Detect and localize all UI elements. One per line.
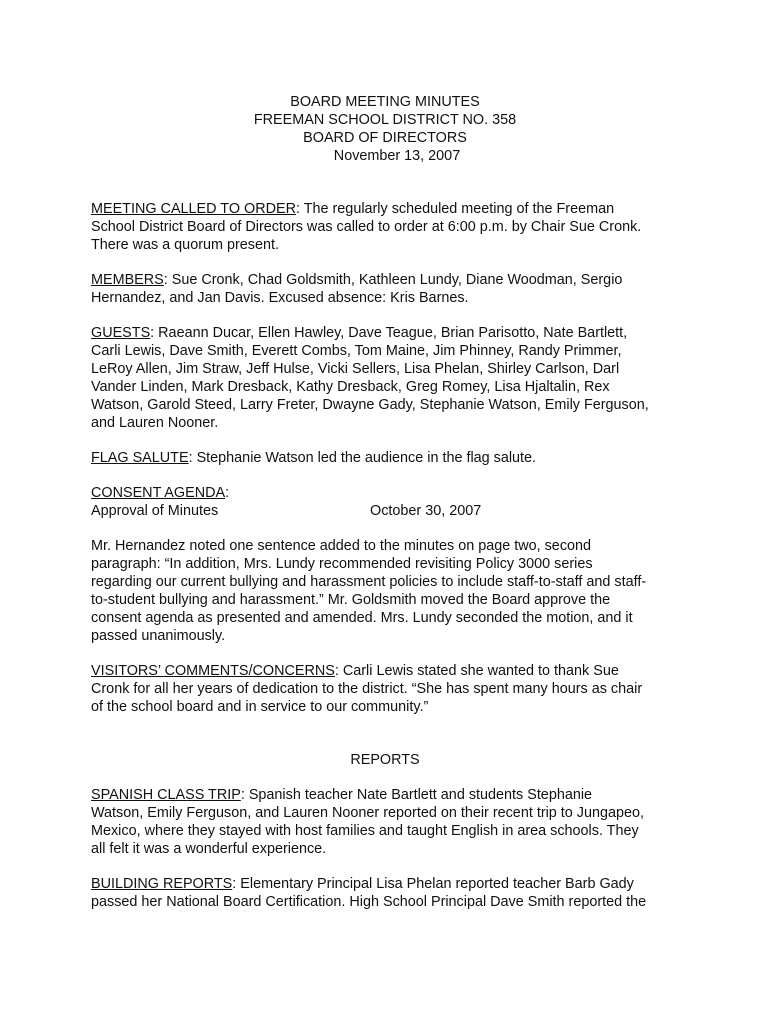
- section-text-line: School District Board of Directors was called to order at 6:00 p.m. by Chair Sue Cronk.: [91, 219, 642, 235]
- section-text-line: Carli Lewis, Dave Smith, Everett Combs, Tom Maine, Jim Phinney, Randy Primmer,: [91, 343, 622, 359]
- section-building-reports: [91, 875, 689, 911]
- section-flag-salute: [91, 449, 689, 467]
- section-heading: GUESTS: [91, 325, 151, 341]
- section-text-line: all felt it was a wonderful experience.: [91, 841, 327, 857]
- section-visitors-comments: [91, 662, 689, 716]
- section-text-line: Watson, Garold Steed, Larry Freter, Dwayne Gady, Stephanie Watson, Emily Ferguson,: [91, 397, 649, 413]
- section-text-line: : The regularly scheduled meeting of the Freeman: [295, 201, 615, 217]
- section-text-line: passed her National Board Certification. High School Principal Dave Smith reported the: [91, 894, 647, 910]
- section-text-line: Hernandez, and Jan Davis. Excused absence: Kris Barnes.: [91, 290, 469, 306]
- section-text-line: : Spanish teacher Nate Bartlett and students Stephanie: [240, 787, 593, 803]
- consent-agenda-item: [91, 502, 689, 520]
- document-body: [91, 200, 689, 928]
- header-board: BOARD OF DIRECTORS: [303, 130, 467, 146]
- section-heading-suffix: :: [225, 485, 230, 501]
- section-text-line: : Raeann Ducar, Ellen Hawley, Dave Teague, Brian Parisotto, Nate Bartlett,: [150, 325, 628, 341]
- section-text-line: Vander Linden, Mark Dresback, Kathy Dresback, Greg Romey, Lisa Hjaltalin, Rex: [91, 379, 610, 395]
- section-text-line: : Stephanie Watson led the audience in the flag salute.: [188, 450, 537, 466]
- section-text-line: : Sue Cronk, Chad Goldsmith, Kathleen Lundy, Diane Woodman, Sergio: [163, 272, 623, 288]
- section-text-line: : Carli Lewis stated she wanted to thank Sue: [334, 663, 619, 679]
- section-text-line: : Elementary Principal Lisa Phelan reported teacher Barb Gady: [232, 876, 634, 892]
- section-heading: MEETING CALLED TO ORDER: [91, 201, 296, 217]
- section-text-line: consent agenda as presented and amended. Mrs. Lundy seconded the motion, and it: [91, 610, 633, 626]
- reports-title: REPORTS: [350, 752, 420, 768]
- section-heading: CONSENT AGENDA: [91, 485, 226, 501]
- section-text-line: and Lauren Nooner.: [91, 415, 219, 431]
- section-consent-agenda: [91, 484, 689, 520]
- section-spanish-class-trip: [91, 786, 689, 858]
- document-header: [0, 93, 770, 165]
- header-title: BOARD MEETING MINUTES: [290, 94, 480, 110]
- section-text-line: to-student bullying and harassment.” Mr. Goldsmith moved the Board approve the: [91, 592, 611, 608]
- section-members: [91, 271, 689, 307]
- section-text-line: There was a quorum present.: [91, 237, 279, 253]
- section-text-line: Cronk for all her years of dedication to the district. “She has spent many hours as chair: [91, 681, 643, 697]
- header-date: November 13, 2007: [333, 148, 461, 164]
- section-heading: FLAG SALUTE: [91, 450, 189, 466]
- section-text-line: Mexico, where they stayed with host families and taught English in area schools. They: [91, 823, 639, 839]
- header-district: FREEMAN SCHOOL DISTRICT NO. 358: [253, 112, 517, 128]
- section-heading: SPANISH CLASS TRIP: [91, 787, 241, 803]
- section-text-line: Watson, Emily Ferguson, and Lauren Nooner reported on their recent trip to Jungapeo,: [91, 805, 645, 821]
- section-text-line: Mr. Hernandez noted one sentence added to the minutes on page two, second: [91, 538, 592, 554]
- section-heading: MEMBERS: [91, 272, 164, 288]
- consent-item-date: October 30, 2007: [370, 503, 482, 519]
- section-text-line: paragraph: “In addition, Mrs. Lundy recommended revisiting Policy 3000 series: [91, 556, 593, 572]
- section-consent-notes: [91, 537, 689, 645]
- section-call-to-order: [91, 200, 689, 254]
- section-guests: [91, 324, 689, 432]
- section-text-line: of the school board and in service to our community.”: [91, 699, 429, 715]
- section-heading: VISITORS’ COMMENTS/CONCERNS: [91, 663, 335, 679]
- section-text-line: regarding our current bullying and harassment policies to include staff-to-staff and staff-: [91, 574, 647, 590]
- section-text-line: LeRoy Allen, Jim Straw, Jeff Hulse, Vicki Sellers, Lisa Phelan, Shirley Carlson, Darl: [91, 361, 620, 377]
- section-heading: BUILDING REPORTS: [91, 876, 233, 892]
- section-text-line: passed unanimously.: [91, 628, 226, 644]
- consent-item-label: Approval of Minutes: [91, 503, 219, 519]
